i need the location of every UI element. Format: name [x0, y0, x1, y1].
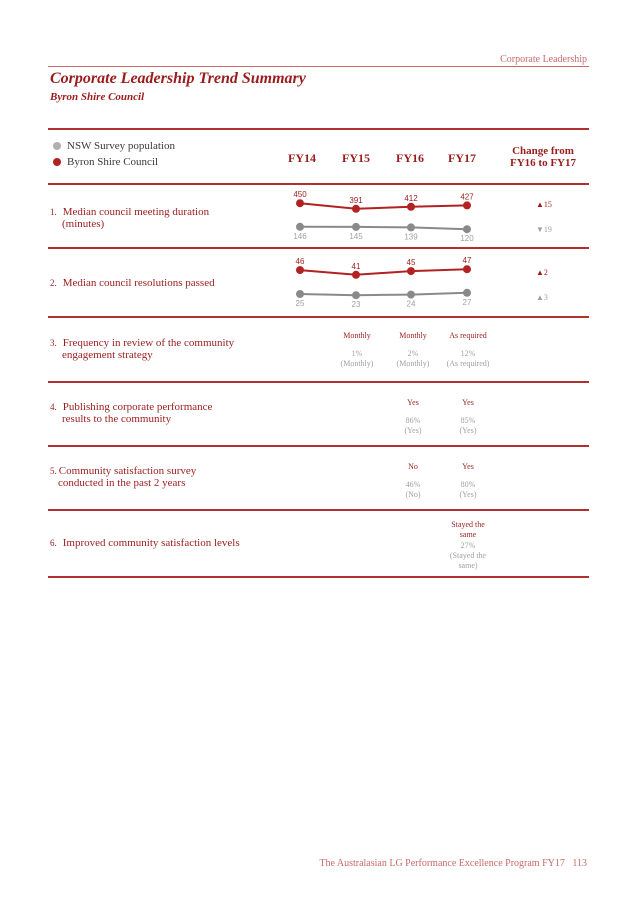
legend-council: Byron Shire Council	[53, 156, 158, 168]
nsw-point	[352, 291, 360, 299]
nsw-point	[463, 289, 471, 297]
council-point	[296, 199, 304, 207]
council-data-label: 47	[462, 256, 472, 266]
divider	[48, 445, 589, 447]
divider	[48, 509, 589, 511]
page-footer: The Australasian LG Performance Excellence Program FY17 113	[319, 858, 587, 869]
change-nsw-2: ▲3	[536, 293, 548, 302]
nsw-point	[407, 291, 415, 299]
nsw-point	[352, 223, 360, 231]
nsw-data-label: 25	[295, 299, 305, 308]
council-series-line	[300, 203, 467, 209]
change-council-2: ▲2	[536, 268, 548, 277]
header-rule	[48, 66, 589, 67]
council-point	[296, 266, 304, 274]
row-3-fy15-nsw: 1% (Monthly)	[340, 349, 374, 368]
council-data-label: 412	[404, 193, 418, 203]
nsw-point	[296, 223, 304, 231]
council-data-label: 450	[293, 190, 307, 200]
row-4-fy16-nsw: 86% (Yes)	[404, 416, 422, 435]
council-data-label: 46	[295, 257, 305, 267]
col-fy17: FY17	[448, 151, 476, 165]
row-4-label: 4. Publishing corporate performance results to the community	[50, 401, 213, 425]
council-data-label: 391	[349, 195, 363, 205]
council-point	[463, 201, 471, 209]
row-4-fy16-council: Yes	[407, 398, 419, 407]
council-point	[407, 203, 415, 211]
row-5-fy16-nsw: 46% (No)	[405, 480, 421, 499]
col-fy16: FY16	[396, 151, 424, 165]
page-subtitle: Byron Shire Council	[50, 91, 145, 103]
row-2-label: 2. Median council resolutions passed	[50, 277, 215, 289]
section-label: Corporate Leadership	[500, 54, 587, 65]
nsw-point	[407, 223, 415, 231]
nsw-data-label: 139	[404, 232, 418, 242]
nsw-series-line	[300, 293, 467, 295]
row-6-fy17-nsw: 27% (Stayed the same)	[449, 541, 487, 570]
row-6-fy17-council: Stayed the same	[451, 520, 485, 539]
chart-resolutions-passed	[270, 253, 490, 315]
nsw-data-label: 146	[293, 231, 307, 241]
nsw-data-label: 120	[460, 234, 474, 244]
council-point	[352, 205, 360, 213]
divider	[48, 316, 589, 318]
row-3-fy16-council: Monthly	[399, 331, 427, 340]
divider	[48, 128, 589, 130]
change-council-1: ▲15	[536, 200, 552, 209]
nsw-data-label: 24	[406, 299, 416, 309]
nsw-point	[463, 225, 471, 233]
col-fy14: FY14	[288, 151, 316, 165]
divider	[48, 576, 589, 578]
row-5-fy17-council: Yes	[462, 462, 474, 471]
nsw-point	[296, 290, 304, 298]
divider	[48, 183, 589, 185]
council-data-label: 41	[351, 261, 361, 271]
nsw-data-label: 23	[351, 300, 361, 310]
red-dot-icon	[53, 158, 61, 166]
nsw-series-line	[300, 227, 467, 229]
row-5-label: 5. Community satisfaction survey conducted in the past 2 years	[50, 465, 197, 489]
change-header: Change from FY16 to FY17	[510, 145, 576, 169]
divider	[48, 381, 589, 383]
page-title: Corporate Leadership Trend Summary	[50, 70, 306, 87]
nsw-data-label: 27	[462, 297, 472, 307]
row-3-fy17-nsw: 12% (As required)	[446, 349, 490, 368]
row-6-label: 6. Improved community satisfaction levels	[50, 537, 240, 549]
row-3-label: 3. Frequency in review of the community engagement strategy	[50, 337, 235, 361]
row-3-fy17-council: As required	[449, 331, 487, 340]
row-1-label: 1. Median council meeting duration (minutes)	[50, 206, 210, 230]
nsw-data-label: 145	[349, 231, 363, 241]
row-4-fy17-council: Yes	[462, 398, 474, 407]
change-nsw-1: ▼19	[536, 225, 552, 234]
row-4-fy17-nsw: 85% (Yes)	[459, 416, 477, 435]
council-point	[352, 271, 360, 279]
row-5-fy17-nsw: 80% (Yes)	[459, 480, 477, 499]
chart-meeting-duration	[270, 187, 490, 247]
row-3-fy15-council: Monthly	[343, 331, 371, 340]
council-point	[407, 267, 415, 275]
legend-nsw: NSW Survey population	[53, 140, 175, 152]
row-5-fy16-council: No	[408, 462, 418, 471]
council-data-label: 427	[460, 192, 474, 202]
row-3-fy16-nsw: 2% (Monthly)	[396, 349, 430, 368]
divider	[48, 247, 589, 249]
grey-dot-icon	[53, 142, 61, 150]
col-fy15: FY15	[342, 151, 370, 165]
council-data-label: 45	[406, 258, 416, 268]
council-point	[463, 265, 471, 273]
council-series-line	[300, 269, 467, 275]
